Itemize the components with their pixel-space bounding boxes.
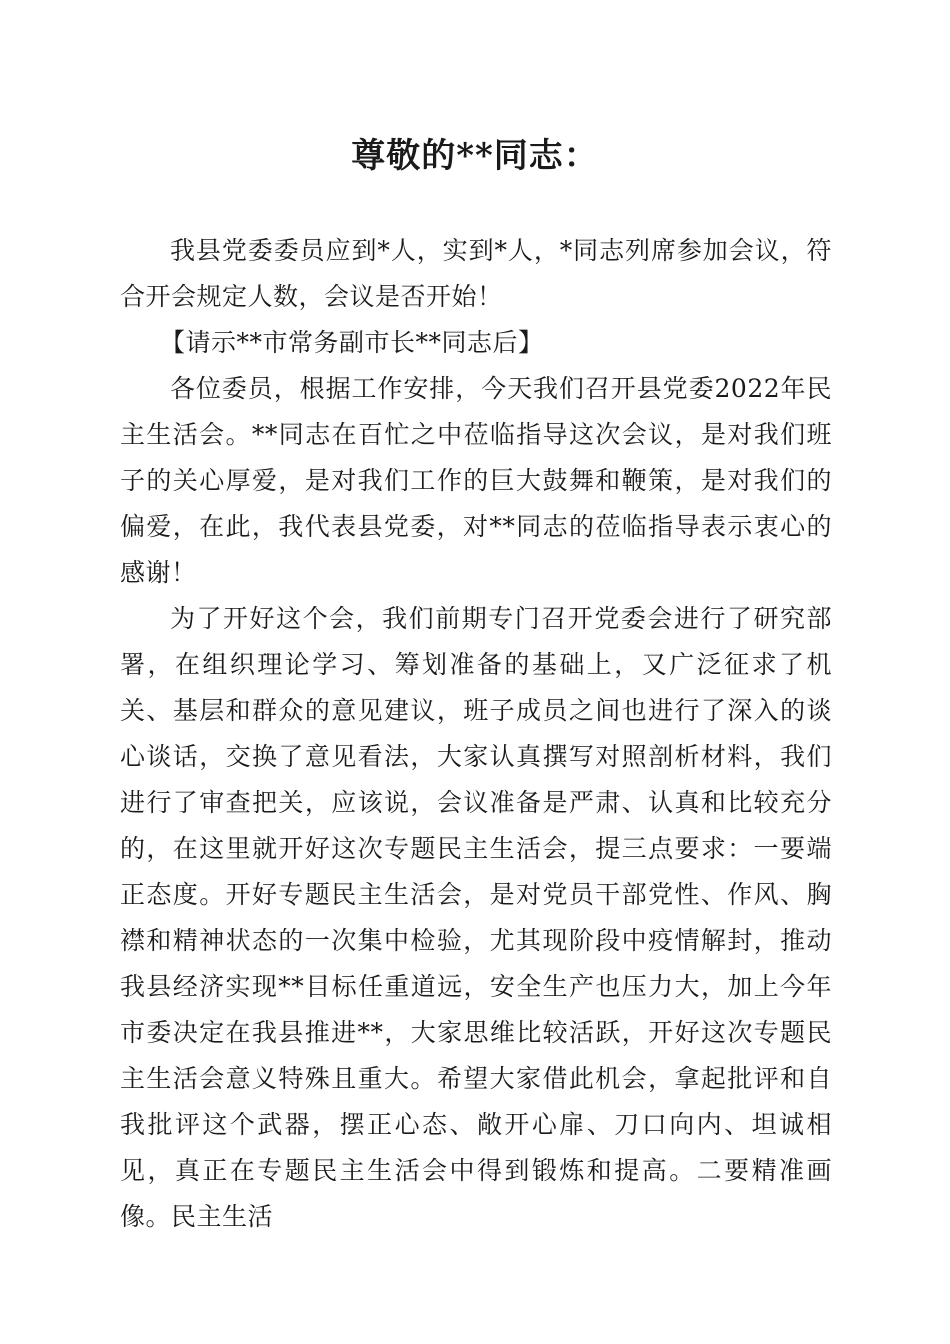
document-body — [120, 228, 832, 1240]
paragraph-requirements: 为了开好这个会，我们前期专门召开党委会进行了研究部署，在组织理论学习、筹划准备的基础上，又广泛征求了机关、基层和群众的意见建议，班子成员之间也进行了深入的谈心谈话，交换了意见看法，大家认真撰写对照剖析材料，我们进行了审查把关，应该说，会议准备是严肃、认真和比较充分的，在这里就开好这次专题民主生活会，提三点要求：一要端正态度。开好专题民主生活会，是对党员干部党性、作风、胸襟和精神状态的一次集中检验，尤其现阶段中疫情解封，推动我县经济实现**目标任重道远，安全生产也压力大，加上今年市委决定在我县推进**，大家思维比较活跃，开好这次专题民主生活会意义特殊且重大。希望大家借此机会，拿起批评和自我批评这个武器，摆正心态、敞开心扉、刀口向内、坦诚相见，真正在专题民主生活会中得到锻炼和提高。二要精准画像。民主生活 — [120, 604, 832, 1231]
paragraph-instruction-note: 【请示**市常务副市长**同志后】 — [160, 328, 544, 357]
document-title: 尊敬的**同志： — [351, 136, 599, 176]
paragraph-welcome: 各位委员，根据工作安排，今天我们召开县党委2022年民主生活会。**同志在百忙之中莅临指导这次会议，是对我们班子的关心厚爱，是对我们工作的巨大鼓舞和鞭策，是对我们的偏爱，在此，我代表县党委，对**同志的莅临指导表示衷心的感谢！ — [120, 374, 832, 587]
paragraph-attendance: 我县党委委员应到*人，实到*人，*同志列席参加会议，符合开会规定人数，会议是否开始！ — [120, 236, 832, 311]
